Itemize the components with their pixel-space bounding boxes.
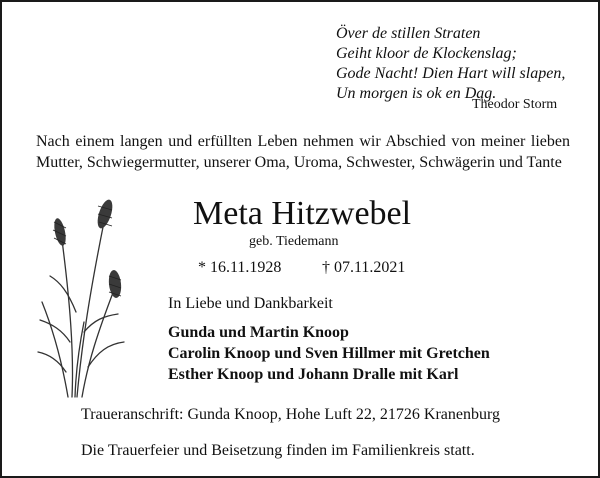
wheat-ears-icon <box>32 192 142 402</box>
poem-line: Un morgen is ok en Dag. <box>336 85 497 102</box>
birth-name: geb. Tiedemann <box>249 234 339 249</box>
intro-text: Nach einem langen und erfüllten Leben nehmen wir Abschied von meiner lieben Mutter, Schwiegermutter, unserer Oma, Uroma, Schwester, Schwägerin und Tante <box>36 133 570 171</box>
poem-line: Gode Nacht! Dien Hart will slapen, <box>336 65 566 82</box>
poem-line: Geiht kloor de Klockenslag; <box>336 45 517 62</box>
mourners-list <box>168 322 490 385</box>
thanks-line: In Liebe und Dankbarkeit <box>168 295 333 312</box>
poem-author: Theodor Storm <box>472 97 558 112</box>
mourner-entry: Esther Knoop und Johann Dralle mit Karl <box>168 366 459 383</box>
mourning-address: Traueranschrift: Gunda Knoop, Hohe Luft 22, 21726 Kranenburg <box>81 406 501 423</box>
poem-line: Över de stillen Straten <box>336 25 481 42</box>
poem <box>336 24 565 104</box>
deceased-name: Meta Hitzwebel <box>193 195 412 232</box>
mourner-entry: Gunda und Martin Knoop <box>168 324 349 341</box>
death-date: † 07.11.2021 <box>322 259 406 276</box>
birth-date: * 16.11.1928 <box>198 259 282 276</box>
mourner-entry: Carolin Knoop und Sven Hillmer mit Gretchen <box>168 345 490 362</box>
ceremony-note: Die Trauerfeier und Beisetzung finden im Familienkreis statt. <box>81 442 475 459</box>
